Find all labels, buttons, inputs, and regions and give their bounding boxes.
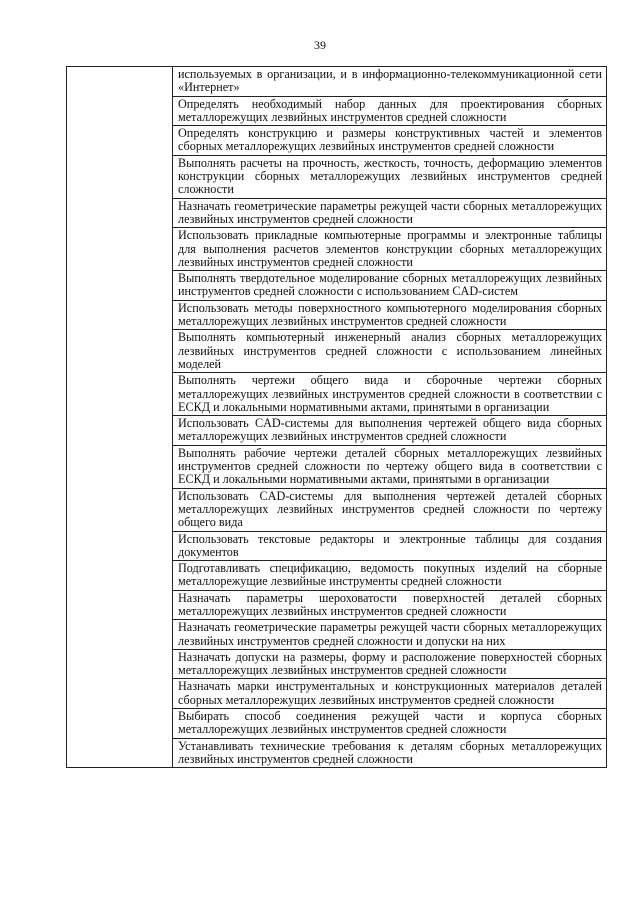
skill-cell: Назначать допуски на размеры, форму и расположение поверхностей сборных металлорежущих лезвийных инструментов средней сложности	[173, 649, 607, 679]
skill-cell: Выполнять компьютерный инженерный анализ сборных металлорежущих лезвийных инструментов средней сложности с использованием линейных моделей	[173, 330, 607, 373]
skills-table-body	[67, 67, 607, 768]
skill-cell: Выполнять рабочие чертежи деталей сборных металлорежущих лезвийных инструментов средней сложности по чертежу общего вида в соответствии с ЕСКД и локальными нормативными актами, принятыми в организации	[173, 445, 607, 488]
skill-cell: Использовать CAD-системы для выполнения чертежей деталей сборных металлорежущих лезвийных инструментов средней сложности по чертежу общего вида	[173, 488, 607, 531]
skill-cell: Определять конструкцию и размеры конструктивных частей и элементов сборных металлорежущих лезвийных инструментов средней сложности	[173, 126, 607, 156]
skill-cell: Выбирать способ соединения режущей части и корпуса сборных металлорежущих лезвийных инструментов средней сложности	[173, 709, 607, 739]
skill-cell: Использовать прикладные компьютерные программы и электронные таблицы для выполнения расчетов элементов конструкции сборных металлорежущих лезвийных инструментов средней сложности	[173, 228, 607, 271]
skills-table	[66, 66, 607, 768]
skill-cell: Использовать текстовые редакторы и электронные таблицы для создания документов	[173, 531, 607, 561]
skill-cell: Использовать CAD-системы для выполнения чертежей общего вида сборных металлорежущих лезвийных инструментов средней сложности	[173, 416, 607, 446]
page-number: 39	[314, 38, 326, 52]
skill-cell: Назначать геометрические параметры режущей части сборных металлорежущих лезвийных инструментов средней сложности и допуски на них	[173, 620, 607, 650]
skill-cell: Назначать параметры шероховатости поверхностей деталей сборных металлорежущих лезвийных инструментов средней сложности	[173, 590, 607, 620]
skill-cell: Выполнять расчеты на прочность, жесткость, точность, деформацию элементов конструкции сборных металлорежущих лезвийных инструментов средней сложности	[173, 155, 607, 198]
skill-cell: Устанавливать технические требования к деталям сборных металлорежущих лезвийных инструментов средней сложности	[173, 738, 607, 768]
skill-cell: Определять необходимый набор данных для проектирования сборных металлорежущих лезвийных инструментов средней сложности	[173, 96, 607, 126]
skill-cell: Назначать марки инструментальных и конструкционных материалов деталей сборных металлорежущих лезвийных инструментов средней сложности	[173, 679, 607, 709]
skill-cell: Назначать геометрические параметры режущей части сборных металлорежущих лезвийных инструментов средней сложности	[173, 198, 607, 228]
skill-cell: Подготавливать спецификацию, ведомость покупных изделий на сборные металлорежущие лезвийные инструменты средней сложности	[173, 561, 607, 591]
skill-cell: используемых в организации, и в информационно-телекоммуникационной сети «Интернет»	[173, 67, 607, 97]
skill-cell: Выполнять твердотельное моделирование сборных металлорежущих лезвийных инструментов средней сложности с использованием CAD-систем	[173, 271, 607, 301]
table-row	[67, 67, 607, 97]
left-column-cell	[67, 67, 173, 768]
skill-cell: Выполнять чертежи общего вида и сборочные чертежи сборных металлорежущих лезвийных инструментов средней сложности в соответствии с ЕСКД и локальными нормативными актами, принятыми в организации	[173, 373, 607, 416]
skill-cell: Использовать методы поверхностного компьютерного моделирования сборных металлорежущих лезвийных инструментов средней сложности	[173, 300, 607, 330]
